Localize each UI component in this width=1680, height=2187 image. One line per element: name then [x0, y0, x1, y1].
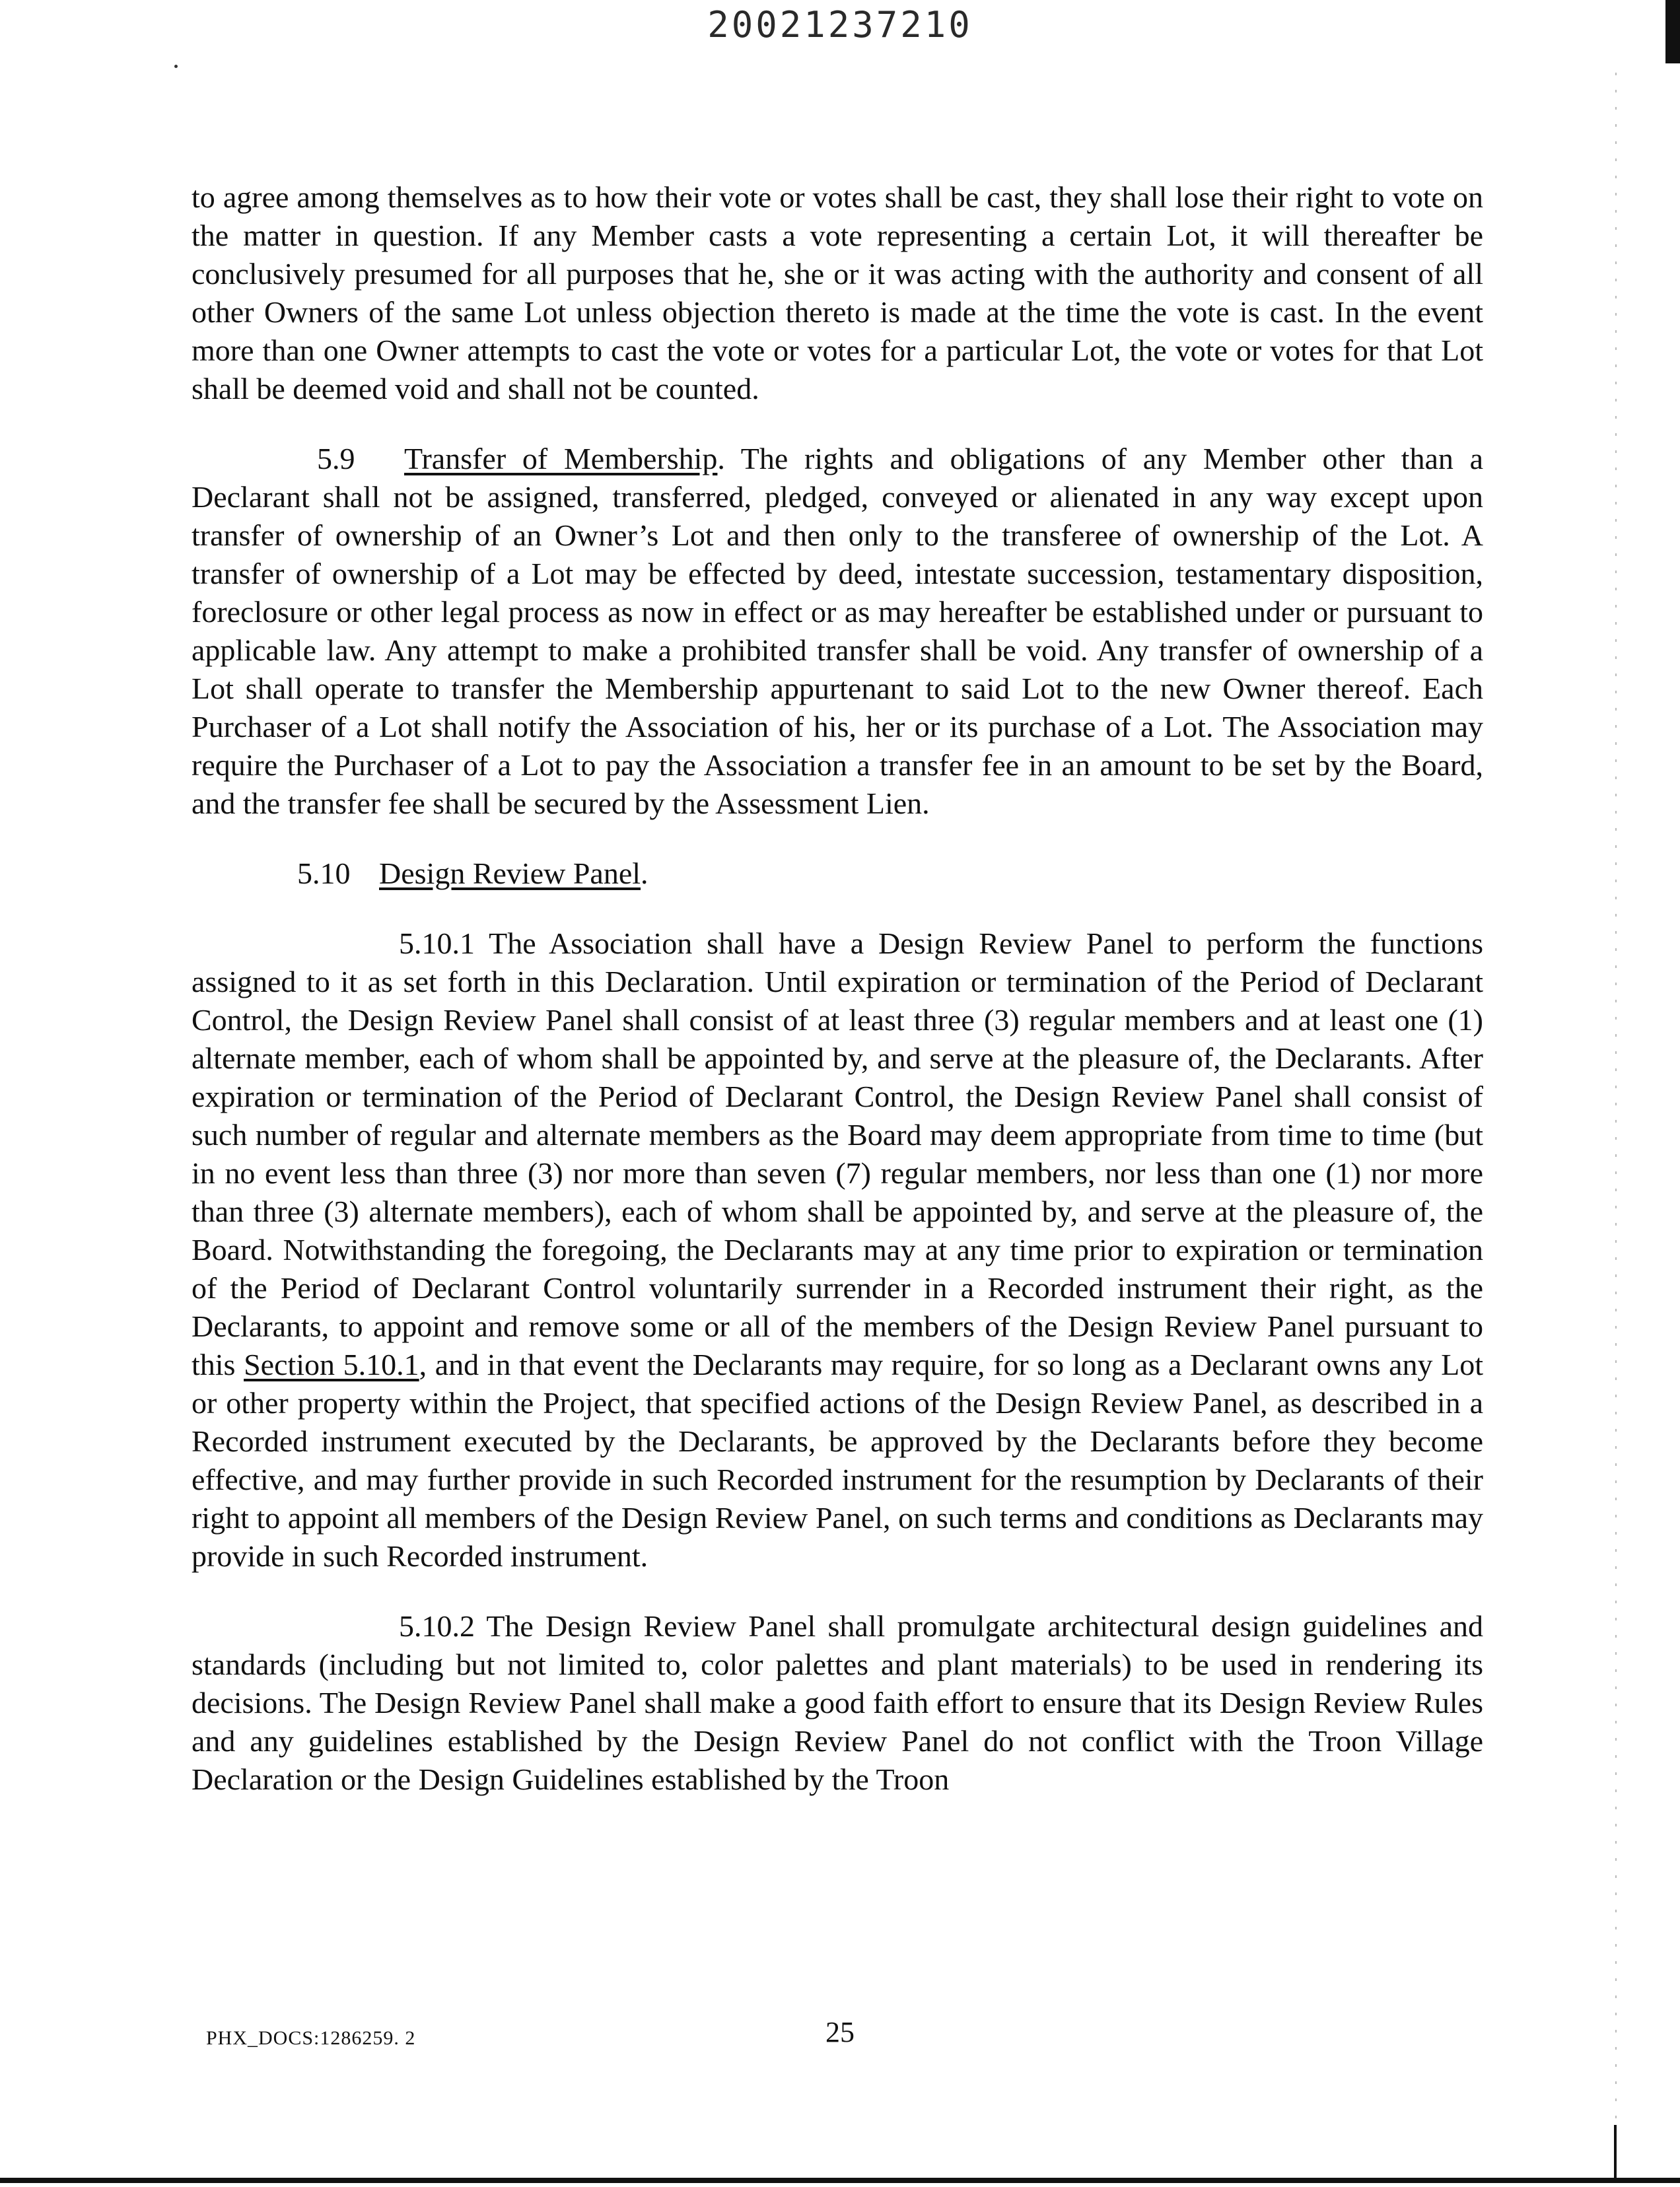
document-number: 20021237210: [707, 4, 973, 46]
scan-bottom-edge: [0, 2178, 1680, 2183]
page-number: 25: [825, 2016, 855, 2048]
scan-edge-mark: [1665, 0, 1680, 63]
section-number: 5.9: [317, 442, 355, 475]
scan-speck: [174, 65, 178, 68]
section-cross-reference: Section 5.10.1: [244, 1348, 419, 1381]
paragraph-voting-continuation: to agree among themselves as to how their vote or votes shall be cast, they shall lose their right to vote on the matter in question. If any Member casts a vote representing a certain Lot, it will thereafter be conclusively presumed for all purposes that he, she or it was acting with the authority and consent of all other Owners of the same Lot unless objection thereto is made at the time the vote is cast. In the event more than one Owner attempts to cast the vote or votes for a particular Lot, the vote or votes for that Lot shall be deemed void and shall not be counted.: [192, 180, 1483, 405]
document-body: [192, 178, 1483, 1830]
section-number: 5.10: [297, 856, 351, 890]
section-title: Design Review Panel: [379, 856, 641, 890]
section-title-period: .: [641, 856, 648, 890]
scan-edge-tick: [1614, 2125, 1617, 2178]
section-body-part-a: 5.10.1 The Association shall have a Design Review Panel to perform the functions assigned to it as set forth in this Declaration. Until expiration or termination of the Period of Declarant Control, the Design Review Panel shall consist of at least three (3) regular members and at least one (1) alternate member, each of whom shall be appointed by, and serve at the pleasure of, the Declarants. After expiration or termination of the Period of Declarant Control, the Design Review Panel shall consist of such number of regular and alternate members as the Board may deem appropriate from time to time (but in no event less than three (3) nor more than seven (7) regular members, nor less than one (1) nor more than three (3) alternate members), each of whom shall be appointed by, and serve at the pleasure of, the Board. Notwithstanding the foregoing, the Declarants may at any time prior to expiration or termination of the Period of Declarant Control voluntarily surrender in a Recorded instrument their right, as the Declarants, to appoint and remove some or all of the members of the Design Review Panel pursuant to this: [192, 926, 1483, 1381]
scan-margin-dots: [1615, 73, 1617, 2120]
section-5-10-heading: [192, 854, 1483, 893]
section-5-10-2: 5.10.2 The Design Review Panel shall promulgate architectural design guidelines and standards (including but not limited to, color palettes and plant materials) to be used in rendering its decisions. The Design Review Panel shall make a good faith effort to ensure that its Design Review Rules and any guidelines established by the Design Review Panel do not conflict with the Troon Village Declaration or the Design Guidelines established by the Troon: [192, 1609, 1483, 1796]
footer-doc-id: PHX_DOCS:1286259. 2: [206, 2027, 416, 2049]
section-body-part-b: , and in that event the Declarants may require, for so long as a Declarant owns any Lot or other property within the Project, that specified actions of the Design Review Panel, as described in a Recorded instrument executed by the Declarants, be approved by the Declarants before they become effective, and may further provide in such Recorded instrument for the resumption by Declarants of their right to appoint all members of the Design Review Panel, on such terms and conditions as Declarants may provide in such Recorded instrument.: [192, 1348, 1484, 1573]
section-body: . The rights and obligations of any Member other than a Declarant shall not be assigned, transferred, pledged, conveyed or alienated in any way except upon transfer of ownership of an Owner’s Lot and then only to the transferee of ownership of the Lot. A transfer of ownership of a Lot may be effected by deed, intestate succession, testamentary disposition, foreclosure or other legal process as now in effect or as may hereafter be established under or pursuant to applicable law. Any attempt to make a prohibited transfer shall be void. Any transfer of ownership of a Lot shall operate to transfer the Membership appurtenant to said Lot to the new Owner thereof. Each Purchaser of a Lot shall notify the Association of his, her or its purchase of a Lot. The Association may require the Purchaser of a Lot to pay the Association a transfer fee in an amount to be set by the Board, and the transfer fee shall be secured by the Assessment Lien.: [192, 442, 1483, 820]
section-5-9: [192, 440, 1483, 823]
section-5-10-1: [192, 924, 1483, 1576]
section-title: Transfer of Membership: [404, 442, 718, 475]
